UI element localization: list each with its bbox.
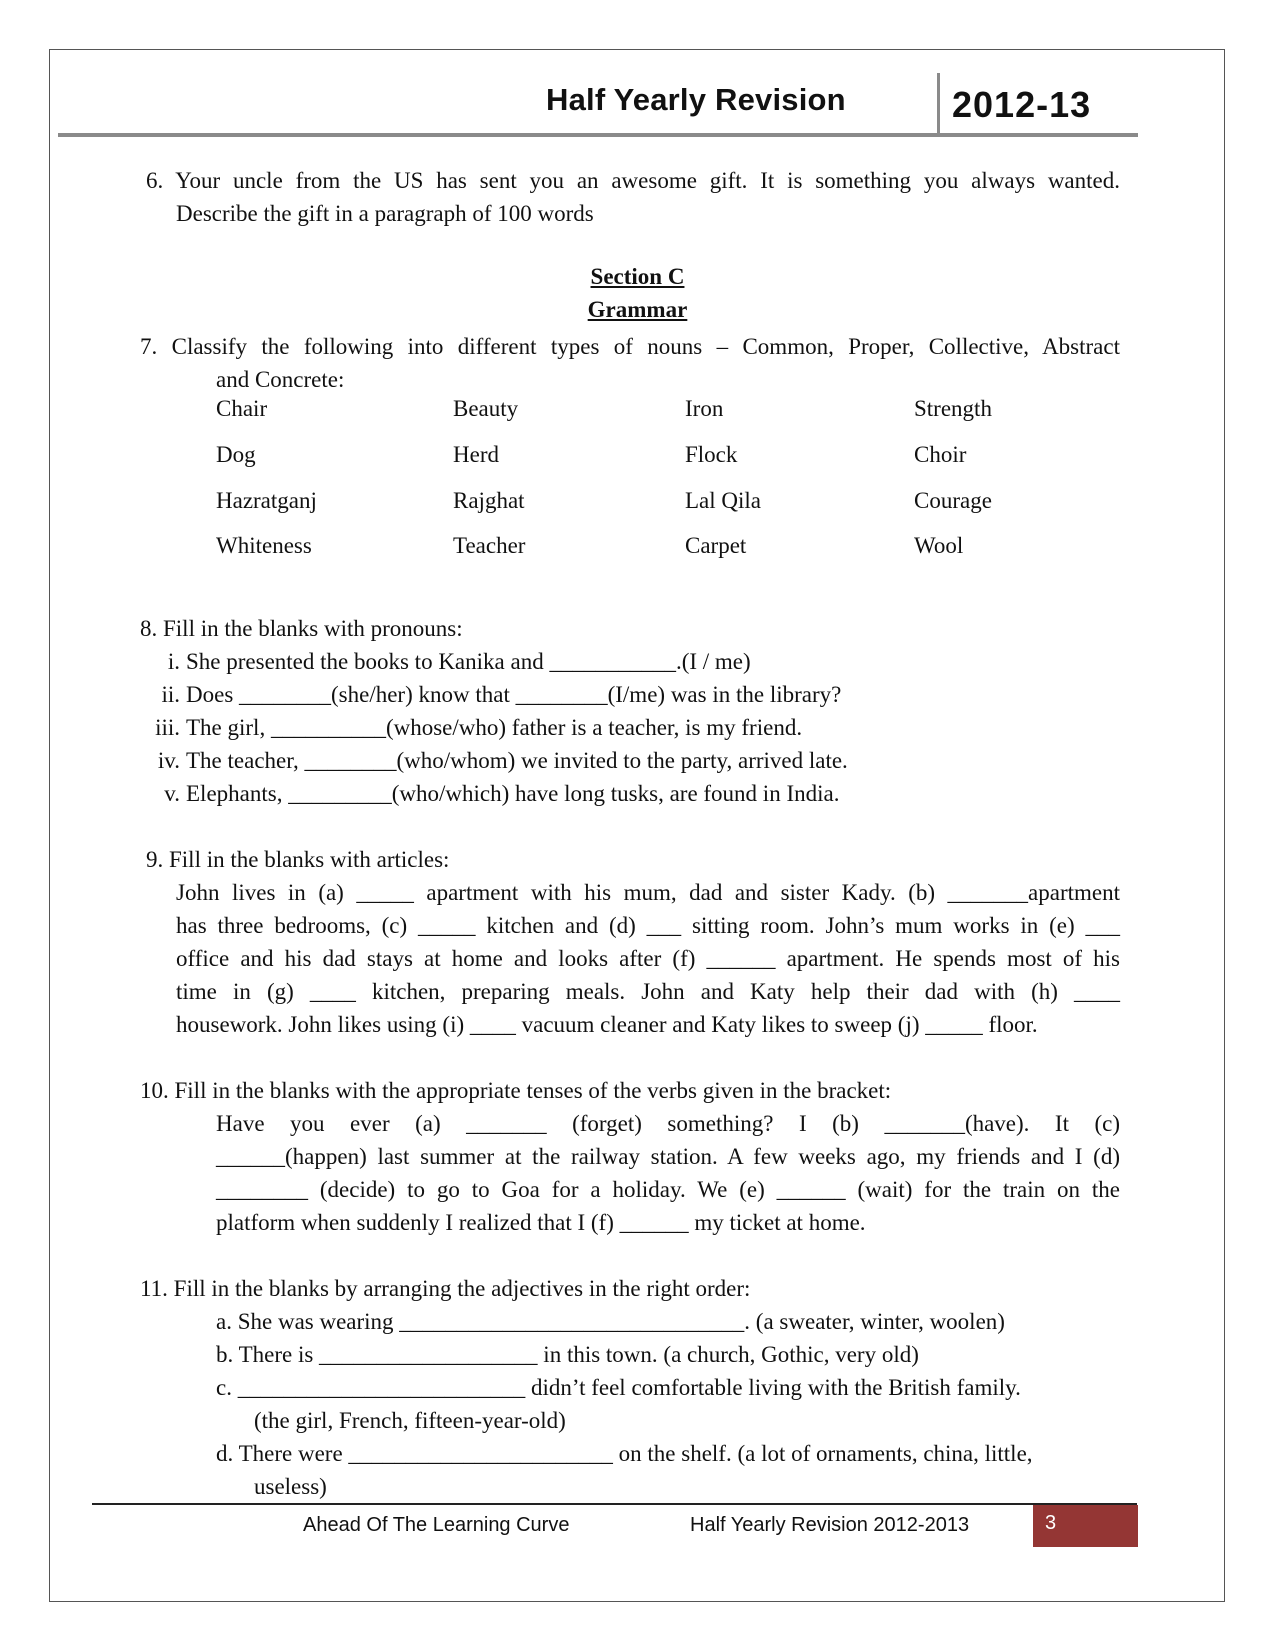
q10-line: platform when suddenly I realized that I (f) ______ my ticket at home. [216,1210,866,1235]
noun-word: Flock [685,442,738,467]
noun-word: Rajghat [453,488,525,513]
footer-rule [92,1503,1137,1505]
q10-line: Have you ever (a) _______ (forget) something? I (b) _______(have). It (c) [216,1111,1120,1136]
q8-item [146,711,802,744]
page-number: 3 [1033,1505,1138,1547]
section-title: Section C [590,264,685,289]
q8-item-number: i. [167,649,180,674]
q11-title: 11. Fill in the blanks by arranging the adjectives in the right order: [140,1276,751,1301]
footer-title: Half Yearly Revision 2012-2013 [690,1514,970,1536]
header-divider [937,73,940,135]
section-subtitle: Grammar [587,297,688,322]
noun-word: Beauty [453,396,519,421]
noun-word: Wool [914,533,964,558]
q11-item-c: c. _________________________ didn’t feel comfortable living with the British family. [216,1375,1021,1400]
q8-item [146,678,841,711]
q11-item-c-hint: (the girl, French, fifteen-year-old) [254,1408,566,1433]
noun-word: Herd [453,442,499,467]
q8-item [146,744,848,777]
q11-item-a: a. She was wearing ______________________________. (a sweater, winter, woolen) [216,1309,1005,1334]
q6-line-2: Describe the gift in a paragraph of 100 words [176,201,594,226]
q8-item-text: The teacher, ________(who/whom) we invited to the party, arrived late. [186,748,848,773]
footer-tagline: Ahead Of The Learning Curve [303,1514,570,1536]
q8-item-number: ii. [161,682,180,707]
noun-word: Dog [216,442,256,467]
q9-line: John lives in (a) _____ apartment with his mum, dad and sister Kady. (b) _______apartment [176,880,1120,905]
noun-word: Strength [914,396,992,421]
noun-word: Carpet [685,533,747,558]
q11-item-d: d. There were _______________________ on the shelf. (a lot of ornaments, china, little, [216,1441,1033,1466]
q8-item [146,645,751,678]
q6-line-1: 6. Your uncle from the US has sent you an awesome gift. It is something you always wanted. [146,168,1120,193]
q9-line: office and his dad stays at home and looks after (f) ______ apartment. He spends most of his [176,946,1120,971]
noun-word: Whiteness [216,533,312,558]
q8-item [146,777,839,810]
q9-line: time in (g) ____ kitchen, preparing meals. John and Katy help their dad with (h) ____ [176,979,1120,1004]
q8-item-text: She presented the books to Kanika and ___________.(I / me) [186,649,751,674]
noun-word: Teacher [453,533,526,558]
q9-line: housework. John likes using (i) ____ vacuum cleaner and Katy likes to sweep (j) _____ floor. [176,1012,1038,1037]
q8-item-text: The girl, __________(whose/who) father is a teacher, is my friend. [186,715,803,740]
q7-line-2: and Concrete: [216,367,345,392]
header-rule [58,133,1138,137]
q10-line: ______(happen) last summer at the railway station. A few weeks ago, my friends and I (d) [216,1144,1120,1169]
q11-item-d-hint: useless) [254,1474,327,1499]
q8-item-text: Does ________(she/her) know that ________(I/me) was in the library? [186,682,842,707]
q9-line: has three bedrooms, (c) _____ kitchen and (d) ___ sitting room. John’s mum works in (e) ___ [176,913,1120,938]
q8-item-number: v. [164,781,180,806]
q9-title: 9. Fill in the blanks with articles: [146,847,450,872]
header-title: Half Yearly Revision [546,82,846,117]
noun-word: Hazratganj [216,488,317,513]
noun-word: Courage [914,488,992,513]
q8-item-number: iv. [157,748,180,773]
q8-item-text: Elephants, _________(who/which) have long tusks, are found in India. [186,781,840,806]
q7-line-1: 7. Classify the following into different types of nouns – Common, Proper, Collective, Abstract [140,334,1120,359]
q8-title: 8. Fill in the blanks with pronouns: [140,616,463,641]
q10-line: ________ (decide) to go to Goa for a holiday. We (e) ______ (wait) for the train on the [216,1177,1120,1202]
noun-word: Iron [685,396,724,421]
noun-word: Choir [914,442,967,467]
noun-word: Chair [216,396,268,421]
q10-title: 10. Fill in the blanks with the appropriate tenses of the verbs given in the bracket: [140,1078,892,1103]
noun-word: Lal Qila [685,488,761,513]
header-year: 2012-13 [952,84,1092,125]
q11-item-b: b. There is ___________________ in this town. (a church, Gothic, very old) [216,1342,919,1367]
q8-item-number: iii. [155,715,180,740]
